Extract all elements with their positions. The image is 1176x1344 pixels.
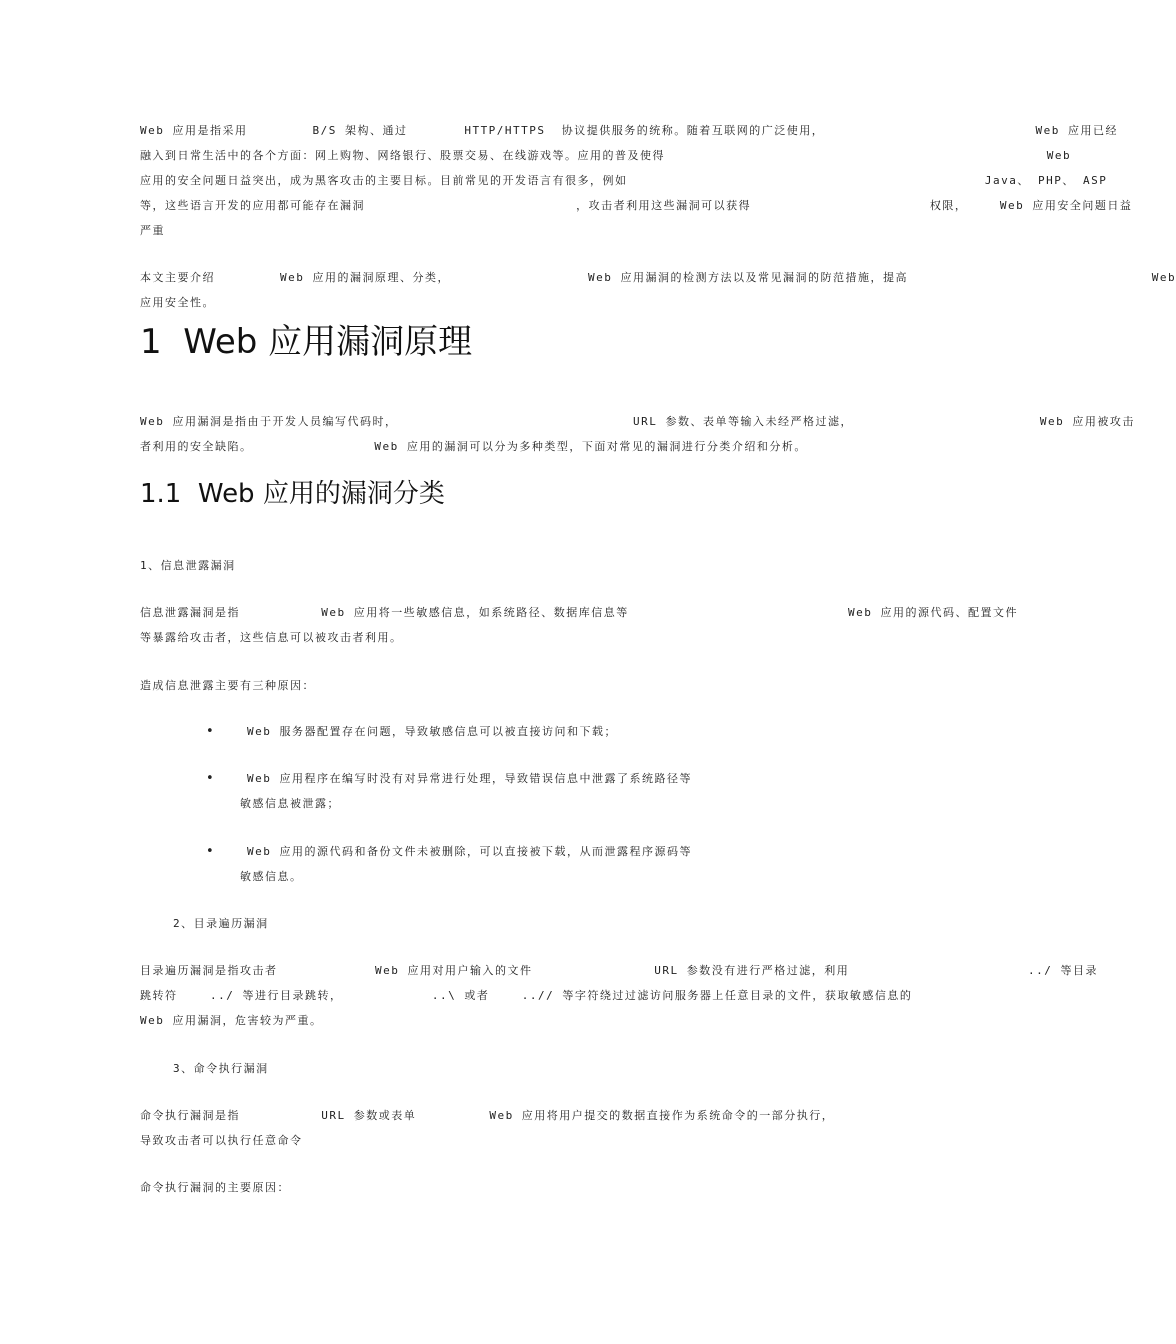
intro-line-4: 等，这些语言开发的应用都可能存在漏洞 ，攻击者利用这些漏洞可以获得 权限， Web 应用安全问题日益 xyxy=(140,199,1133,212)
bullet-dot-2: • xyxy=(206,771,214,786)
bullet-2-line-1: Web 应用程序在编写时没有对异常进行处理，导致错误信息中泄露了系统路径等 xyxy=(247,772,692,785)
bullet-dot-1: • xyxy=(206,724,214,739)
bullet-3-line-1: Web 应用的源代码和备份文件未被删除，可以直接被下载，从而泄露程序源码等 xyxy=(247,845,692,858)
item3-title: 3、命令执行漏洞 xyxy=(173,1062,269,1075)
item1-title: 1、信息泄露漏洞 xyxy=(140,559,236,572)
item3-cause: 命令执行漏洞的主要原因： xyxy=(140,1181,290,1194)
bullet-dot-3: • xyxy=(206,844,214,859)
bullet-1-line-1: Web 服务器配置存在问题，导致敏感信息可以被直接访问和下载； xyxy=(247,725,617,738)
item2-line-1: 目录遍历漏洞是指攻击者 Web 应用对用户输入的文件 URL 参数没有进行严格过滤，利用 ../ 等目录 xyxy=(140,964,1098,977)
intro-line-3: 应用的安全问题日益突出，成为黑客攻击的主要目标。目前常见的开发语言有很多，例如 Java、 PHP、 ASP xyxy=(140,174,1108,187)
section-1-heading: 1 Web 应用漏洞原理 xyxy=(140,322,473,362)
item1-line-1: 信息泄露漏洞是指 Web 应用将一些敏感信息，如系统路径、数据库信息等 Web 应用的源代码、配置文件 xyxy=(140,606,1019,619)
item3-line-2: 导致攻击者可以执行任意命令 xyxy=(140,1134,303,1147)
intro-line-5: 严重 xyxy=(140,224,165,237)
item2-line-3: Web 应用漏洞，危害较为严重。 xyxy=(140,1014,323,1027)
item2-line-2: 跳转符 ../ 等进行目录跳转， ..\ 或者 ..// 等字符绕过过滤访问服务器上任意目录的文件，获取敏感信息的 xyxy=(140,989,913,1002)
section1-line-2: 者利用的安全缺陷。 Web 应用的漏洞可以分为多种类型，下面对常见的漏洞进行分类介绍和分析。 xyxy=(140,440,807,453)
intro-line-1: Web 应用是指采用 B/S 架构、通过 HTTP/HTTPS 协议提供服务的统称。随着互联网的广泛使用， Web 应用已经 xyxy=(140,124,1118,137)
intro2-line-1: 本文主要介绍 Web 应用的漏洞原理、分类， Web 应用漏洞的检测方法以及常见漏洞的防范措施，提高 Web xyxy=(140,271,1176,284)
bullet-3-line-2: 敏感信息。 xyxy=(240,870,303,883)
section-1-1-heading: 1.1 Web 应用的漏洞分类 xyxy=(140,479,445,509)
item1-line-2: 等暴露给攻击者，这些信息可以被攻击者利用。 xyxy=(140,631,403,644)
item3-line-1: 命令执行漏洞是指 URL 参数或表单 Web 应用将用户提交的数据直接作为系统命令的一部分执行， xyxy=(140,1109,835,1122)
item1-cause: 造成信息泄露主要有三种原因： xyxy=(140,679,315,692)
bullet-2-line-2: 敏感信息被泄露； xyxy=(240,797,340,810)
intro-line-2: 融入到日常生活中的各个方面：网上购物、网络银行、股票交易、在线游戏等。应用的普及使得 Web xyxy=(140,149,1072,162)
intro2-line-2: 应用安全性。 xyxy=(140,296,215,309)
item2-title: 2、目录遍历漏洞 xyxy=(173,917,269,930)
section1-line-1: Web 应用漏洞是指由于开发人员编写代码时， URL 参数、表单等输入未经严格过滤， Web 应用被攻击 xyxy=(140,415,1135,428)
